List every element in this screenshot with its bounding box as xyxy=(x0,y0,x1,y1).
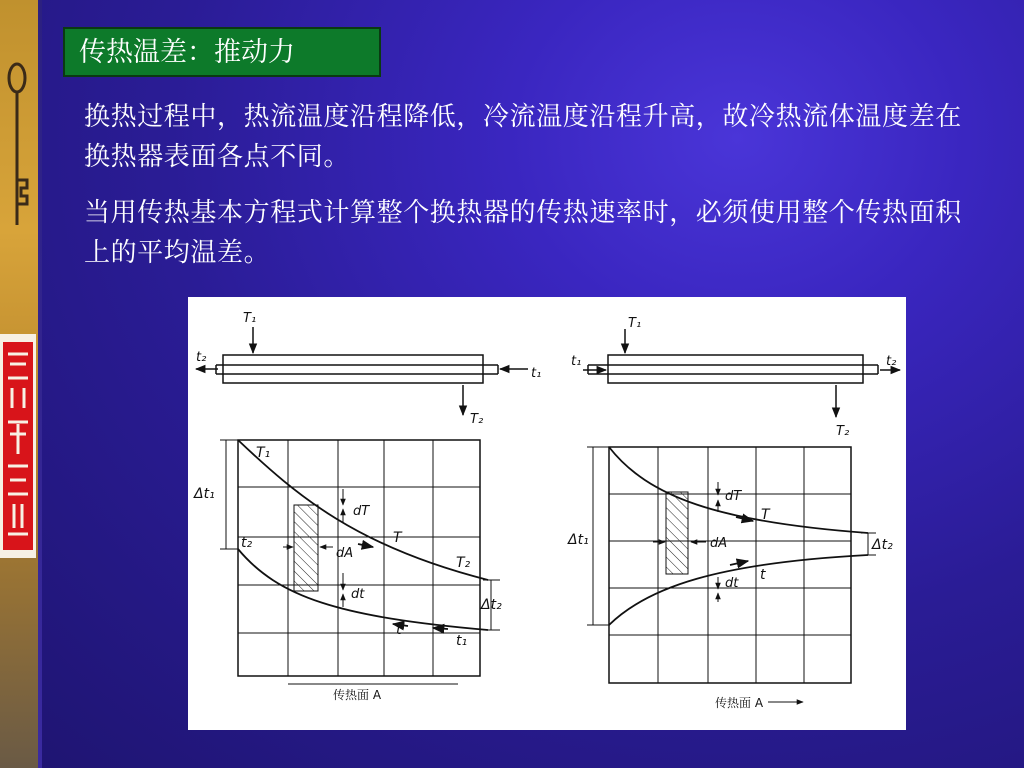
right-dt-label: dt xyxy=(725,576,739,591)
left-hot-out-label: T₂ xyxy=(470,412,484,427)
left-delta-end-label: Δt₂ xyxy=(481,597,502,613)
left-cold-curve-label: t xyxy=(396,622,402,638)
key-icon xyxy=(0,0,38,240)
heat-exchanger-figure xyxy=(188,297,906,730)
right-dA-strip xyxy=(666,492,688,574)
left-delta-start-label: Δt₁ xyxy=(194,486,215,502)
right-cold-out-label: t₂ xyxy=(886,354,897,369)
right-delta-end-label: Δt₂ xyxy=(872,537,893,553)
left-exchanger xyxy=(196,327,528,415)
right-chart-dims xyxy=(587,447,876,702)
left-hot-start-label: T₁ xyxy=(256,445,271,461)
title-box xyxy=(63,27,381,77)
right-exchanger xyxy=(583,329,900,417)
right-cold-curve xyxy=(609,555,868,625)
left-hot-in-label: T₁ xyxy=(243,311,257,326)
right-xlabel: 传热面 A xyxy=(715,696,764,710)
right-hot-in-label: T₁ xyxy=(628,316,642,331)
left-dA-label: dA xyxy=(336,546,354,561)
right-dT-label: dT xyxy=(725,489,742,504)
left-hot-end-label: T₂ xyxy=(456,555,471,571)
left-cold-end-label: t₁ xyxy=(456,633,468,649)
paragraph-2: 当用传热基本方程式计算整个换热器的传热速率时，必须使用整个传热面积上的平均温差。 xyxy=(84,198,962,268)
right-cold-curve-label: t xyxy=(760,567,766,583)
right-cold-in-label: t₁ xyxy=(571,354,582,369)
right-delta-start-label: Δt₁ xyxy=(568,532,589,548)
right-dA-label: dA xyxy=(710,536,728,551)
sidebar-edge xyxy=(38,0,42,768)
left-hot-curve-label: T xyxy=(393,530,402,546)
left-cold-in-label: t₁ xyxy=(531,366,542,381)
figure-svg xyxy=(188,297,906,730)
paragraph-1: 换热过程中，热流温度沿程降低，冷流温度沿程升高，故冷热流体温度差在换热器表面各点不同。 xyxy=(84,102,962,172)
left-dA-strip xyxy=(294,505,318,591)
right-hot-out-label: T₂ xyxy=(836,424,850,439)
sidebar-decoration xyxy=(0,0,38,768)
left-dt-label: dt xyxy=(351,587,365,602)
right-chart-curves xyxy=(609,447,868,625)
left-chart-grid xyxy=(238,440,480,676)
left-xlabel: 传热面 A xyxy=(333,688,382,702)
left-cold-out-label: t₂ xyxy=(196,350,207,365)
seal-stamp-icon xyxy=(0,334,36,558)
slide-title: 传热温差：推动力 xyxy=(79,37,295,68)
right-hot-curve-label: T xyxy=(761,507,770,523)
left-dT-label: dT xyxy=(353,504,370,519)
left-cold-start-label: t₂ xyxy=(241,535,253,551)
